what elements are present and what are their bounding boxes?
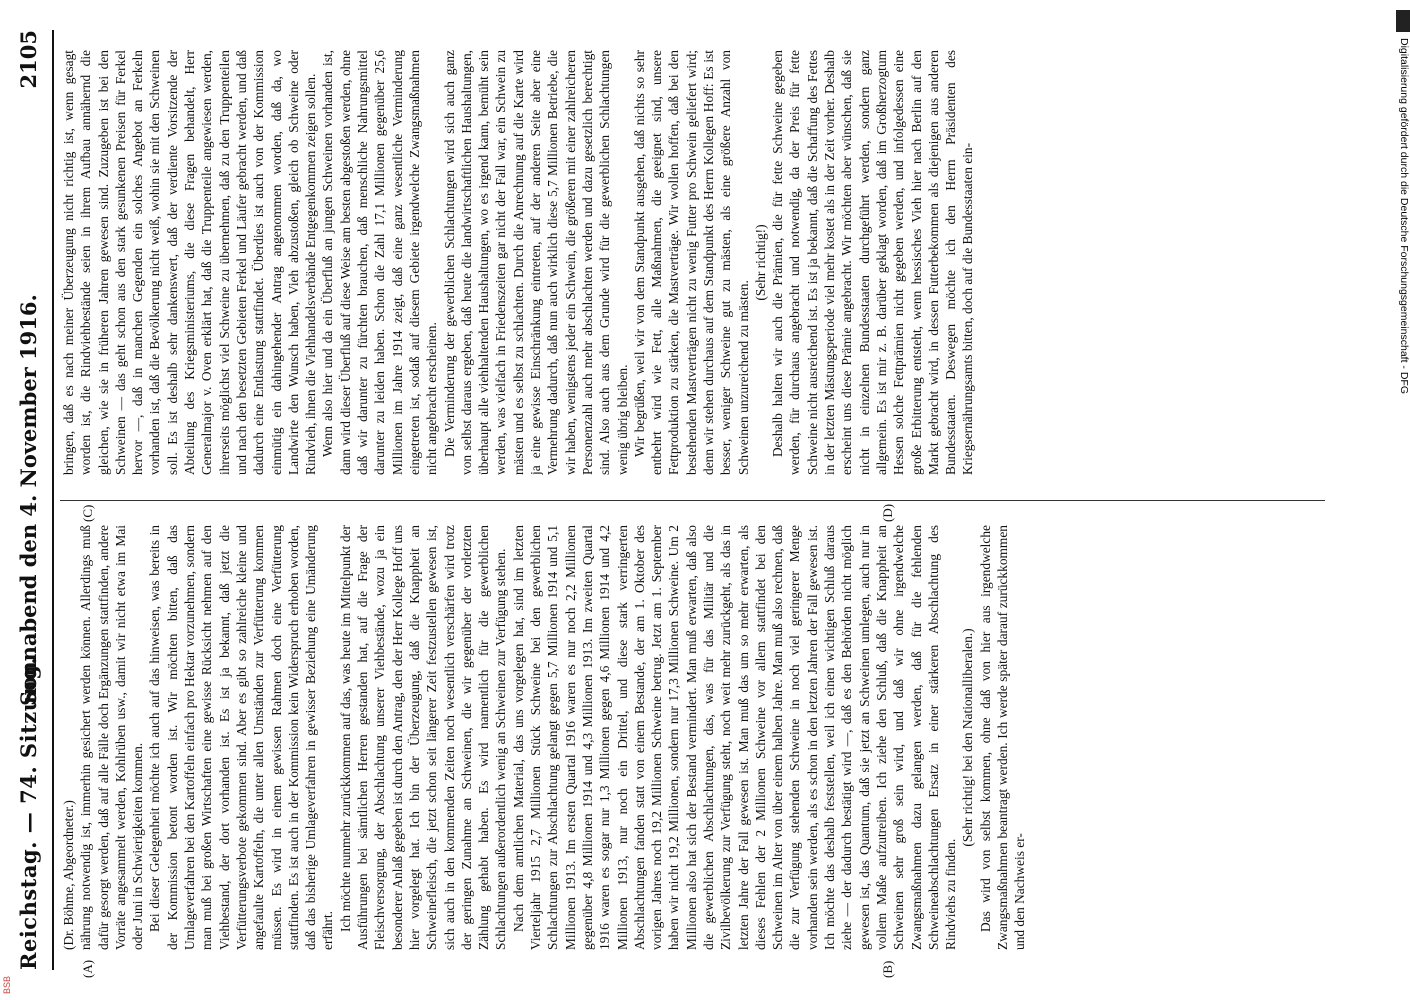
paragraph: bringen, daß es nach meiner Überzeugung nicht richtig ist, wenn gesagt worden ist, die Rindviehbestände seien in ihrem Aufbau annähernd die gleichen, wie sie in früheren Jahren gewesen sind. Zuzugeben ist bei den Schweinen — das geht schon aus den stark gesunkenen Preisen für Ferkel hervor —, daß in manchen Gegenden ein solches Angebot an Ferkeln vorhanden ist, daß die Bevölkerung nicht weiß, wohin sie mit den Schweinen soll. Es ist deshalb sehr dankenswert, daß der verdiente Vorsitzende der Abteilung des Kriegsministeriums, die diese Fragen behandelt, Herr Generalmajor v. Oven erklärt hat, daß die Truppenteile angewiesen werden, ihrerseits möglichst viel Schweine zu übernehmen, daß zu den Truppenteilen und nach den besetzten Gebieten Ferkel und Läufer gebracht werden, und daß dadurch eine Entlastung stattfindet. Überdies ist auch von der Kommission einmütig ein dahingehender Antrag angenommen worden, daß da, wo Landwirte den Wunsch haben, Vieh abzustoßen, gleich ob Schweine oder Rindvieh, ihnen die Viehhandelsverbände Entgegenkommen zeigen sollen. — [61, 50, 319, 475]
paragraph: Ich möchte nunmehr zurückkommen auf das, was heute im Mittelpunkt der Ausführungen bei sämtlichen Herren gestanden hat, auf die Frage der Fleischversorgung, der Abschlachtung unserer Viehbestände, wozu ja ein besonderer Anlaß gegeben ist durch den Antrag, den der Herr Kollege Hoff uns hier vorgelegt hat. Ich bin der Überzeugung, daß die Knappheit an Schweinefleisch, die jetzt schon seit längerer Zeit festzustellen gewesen ist, sich auch in den kommenden Zeiten noch wesentlich verschärfen wird trotz der geringen Zunahme an Schweinen, die wir gegenüber der vorletzten Zählung gehabt haben. Es wird namentlich für die gewerblichen Schlachtungen außerordentlich wenig an Schweinen zur Verfügung stehen. — [337, 525, 509, 950]
left-column — [60, 525, 1325, 950]
paragraph: Wenn also hier und da ein Überfluß an jungen Schweinen vorhanden ist, dann wird dieser Überfluß auf diese Weise am besten abgestoßen werden, ohne daß wir darunter zu fürchten brauchen, daß menschliche Nahrungsmittel darunter zu leiden haben. Schon die Zahl 17,1 Millionen gegenüber 25,6 Millionen im Jahre 1914 zeigt, daß eine ganz wesentliche Verminderung eingetreten ist, sodaß auf diesem Gebiete irgendwelche Zwangsmaßnahmen nicht angebracht erscheinen. — [320, 50, 440, 475]
digitization-credit — [1396, 10, 1410, 650]
margin-mark-a: (A) — [80, 959, 95, 978]
library-mark-text: BSB — [2, 975, 12, 994]
paragraph: nährung notwendig ist, immerhin gesichert werden können. Allerdings muß dafür gesorgt werden, daß auf alle Fälle doch Ergänzungen stattfinden, andere Vorräte angesammelt werden, Kohlrüben usw., damit wir nicht etwa im Mai oder Juni in Schwierigkeiten kommen. — [78, 525, 146, 950]
margin-mark-b: (B) — [880, 960, 895, 978]
header-left: Reichstag. — 74. Sitzung. — [16, 656, 41, 970]
speaker-attribution: (Dr. Böhme, Abgeordneter.) — [61, 800, 76, 950]
paragraph: Deshalb halten wir auch die Prämien, die für fette Schweine gegeben werden, für durchaus angebracht und notwendig, da der Preis für fette Schweine nicht ausreichend ist. Es ist ja bekannt, daß die Schaffung des Fettes in der letzten Mästungsperiode viel mehr kostet als in der Zeit vorher. Deshalb erscheint uns diese Prämie angebracht. Wir möchten aber wünschen, daß sie nicht in einzelnen Bundesstaaten durchgeführt werden, sondern ganz allgemein. Es ist mir z. B. darüber geklagt worden, daß im Großherzogtum Hessen solche Fettprämien nicht gegeben werden, und infolgedessen eine große Erbitterung entsteht, wenn hessisches Vieh hier nach Berlin auf den Markt gebracht wird, in dessen Futterbekommen als diejenigen aus anderen Bundesstaaten. Deswegen möchte ich den Herrn Präsidenten des Kriegsernährungsamts bitten, doch auf die Bundesstaaten ein- — [770, 50, 976, 475]
paragraph: Wir begrüßen, weil wir von dem Standpunkt ausgehen, daß nichts so sehr entbehrt wird wie Fett, alle Maßnahmen, die geeignet sind, unsere Fettproduktion zu stärken, die Mastverträge. Wir wollen hoffen, daß bei den bestehenden Mastverträgen nicht zu wenig Futter pro Schwein geliefert wird; denn wir stehen durchaus auf dem Standpunkt des Herrn Kollegen Hoff: Es ist besser, weniger Schweine gut zu mästen, als eine größere Anzahl von Schweinen unzureichend zu mästen. — [631, 50, 751, 475]
interjection: (Sehr richtig! bei den Nationalliberalen.) — [960, 628, 976, 847]
margin-mark-d: (D) — [880, 503, 895, 522]
credit-text: Digitalisierung gefördert durch die Deutsche Forschungsgemeinschaft - DFG — [1398, 38, 1410, 395]
paragraph: Das wird von selbst kommen, ohne daß von hier aus irgendwelche Zwangsmaßnahmen beantragt werden. Ich werde später darauf zurückkommen und den Nachweis er- — [977, 525, 1028, 950]
column-divider — [60, 500, 1325, 501]
interjection: (Sehr richtig!) — [752, 224, 768, 301]
library-mark — [2, 966, 16, 996]
header-date: Sonnabend den 4. November 1916. — [16, 294, 41, 706]
page-header — [12, 30, 54, 970]
page-number: 2105 — [16, 30, 41, 89]
paragraph: Die Verminderung der gewerblichen Schlachtungen wird sich auch ganz von selbst daraus ergeben, daß heute die landwirtschaftlichen Haushaltungen, überhaupt alle viehhaltenden Haushaltungen, wo es irgend kann, bemüht sein werden, was vielfach in Friedenszeiten gar nicht der Fall war, ein Schwein zu mästen und es selbst zu schlachten. Durch die Anrechnung auf die Karte wird ja eine gewisse Einschränkung eintreten, auf der anderen Seite aber eine Vermehrung dadurch, daß nun auch wirklich diese 5,7 Millionen Betriebe, die wir haben, wenigstens jeder ein Schwein, die größeren mit einer zahlreicheren Personenzahl auch mehr abschlachten werden und dazu gesetzlich berechtigt sind. Also auch aus dem Grunde wird für die gewerblichen Schlachtungen wenig übrig bleiben. — [441, 50, 630, 475]
paragraph: Nach dem amtlichen Material, das uns vorgelegen hat, sind im letzten Vierteljahr 1915 2,7 Millionen Stück Schweine bei den gewerblichen Schlachtungen zur Abschlachtung gelangt gegen 5,7 Millionen 1914 und 5,1 Millionen 1913. Im ersten Quartal 1916 waren es nur noch 2,2 Millionen gegenüber 4,8 Millionen 1914 und 4,3 Millionen 1913. Im zweiten Quartal 1916 waren es sogar nur 1,3 Millionen gegen 4,6 Millionen 1914 und 4,2 Millionen 1913, nur noch ein Drittel, und diese stark verringerten Abschlachtungen fanden statt von einem Bestande, der am 1. Oktober des vorigen Jahres noch 19,2 Millionen Schweine betrug. Jetzt am 1. September haben wir nicht 19,2 Millionen, sondern nur 17,3 Millionen Schweine. Um 2 Millionen also hat sich der Bestand vermindert. Man muß erwarten, daß also die gewerblichen Abschlachtungen, das, was für das Militär und die Zivilbevölkerung zur Verfügung steht, noch weit mehr zurückgeht, als das in letzten Jahre der Fall gewesen ist. Man muß das um so mehr erwarten, als dieses Fehlen der 2 Millionen Schweine vor allem stattfindet bei den Schweinen im Alter von über einem halben Jahre. Man muß also rechnen, daß die zur Verfügung stehenden Schweine in noch viel geringerer Menge vorhanden sein werden, als es schon in den letzten Jahren der Fall gewesen ist. Ich möchte das deshalb feststellen, weil ich einen wichtigen Schluß daraus ziehe — der dadurch bestätigt wird —, daß es den Behörden nicht möglich gewesen ist, das Quantum, daß sie jetzt an Schweinen umlegen, auch nur in vollem Maße aufzutreiben. Ich ziehe den Schluß, daß die Knappheit an Schweinen sehr groß sein wird, und daß wir ohne irgendwelche Zwangsmaßnahmen dazu gelangen werden, daß für die fehlenden Schweineabschlachtungen Ersatz in einer stärkeren Abschlachtung des Rindviehs zu finden. — [510, 525, 959, 950]
margin-mark-c: (C) — [80, 504, 95, 522]
paragraph: Bei dieser Gelegenheit möchte ich auch auf das hinweisen, was bereits in der Kommission betont worden ist. Wir möchten bitten, daß das Umlageverfahren bei den Kartoffeln einfach pro Hektar vorzunehmen, sondern man muß bei großen Wirtschaften eine gewisse Rücksicht nehmen auf den Viehbestand, der dort vorhanden ist. Es ist ja bekannt, daß jetzt die Verfütterungsverbote gekommen sind. Aber es gibt so zahlreiche kleine und angefaulte Kartoffeln, die unter allen Umständen zur Verfütterung kommen müssen. Es wird in einem gewissen Rahmen doch eine Verfütterung stattfinden. Es ist auch in der Kommission kein Widerspruch erhoben worden, daß das bisherige Umlageverfahren in gewisser Beziehung eine Umänderung erfährt. — [147, 525, 336, 950]
right-column — [60, 50, 1325, 475]
